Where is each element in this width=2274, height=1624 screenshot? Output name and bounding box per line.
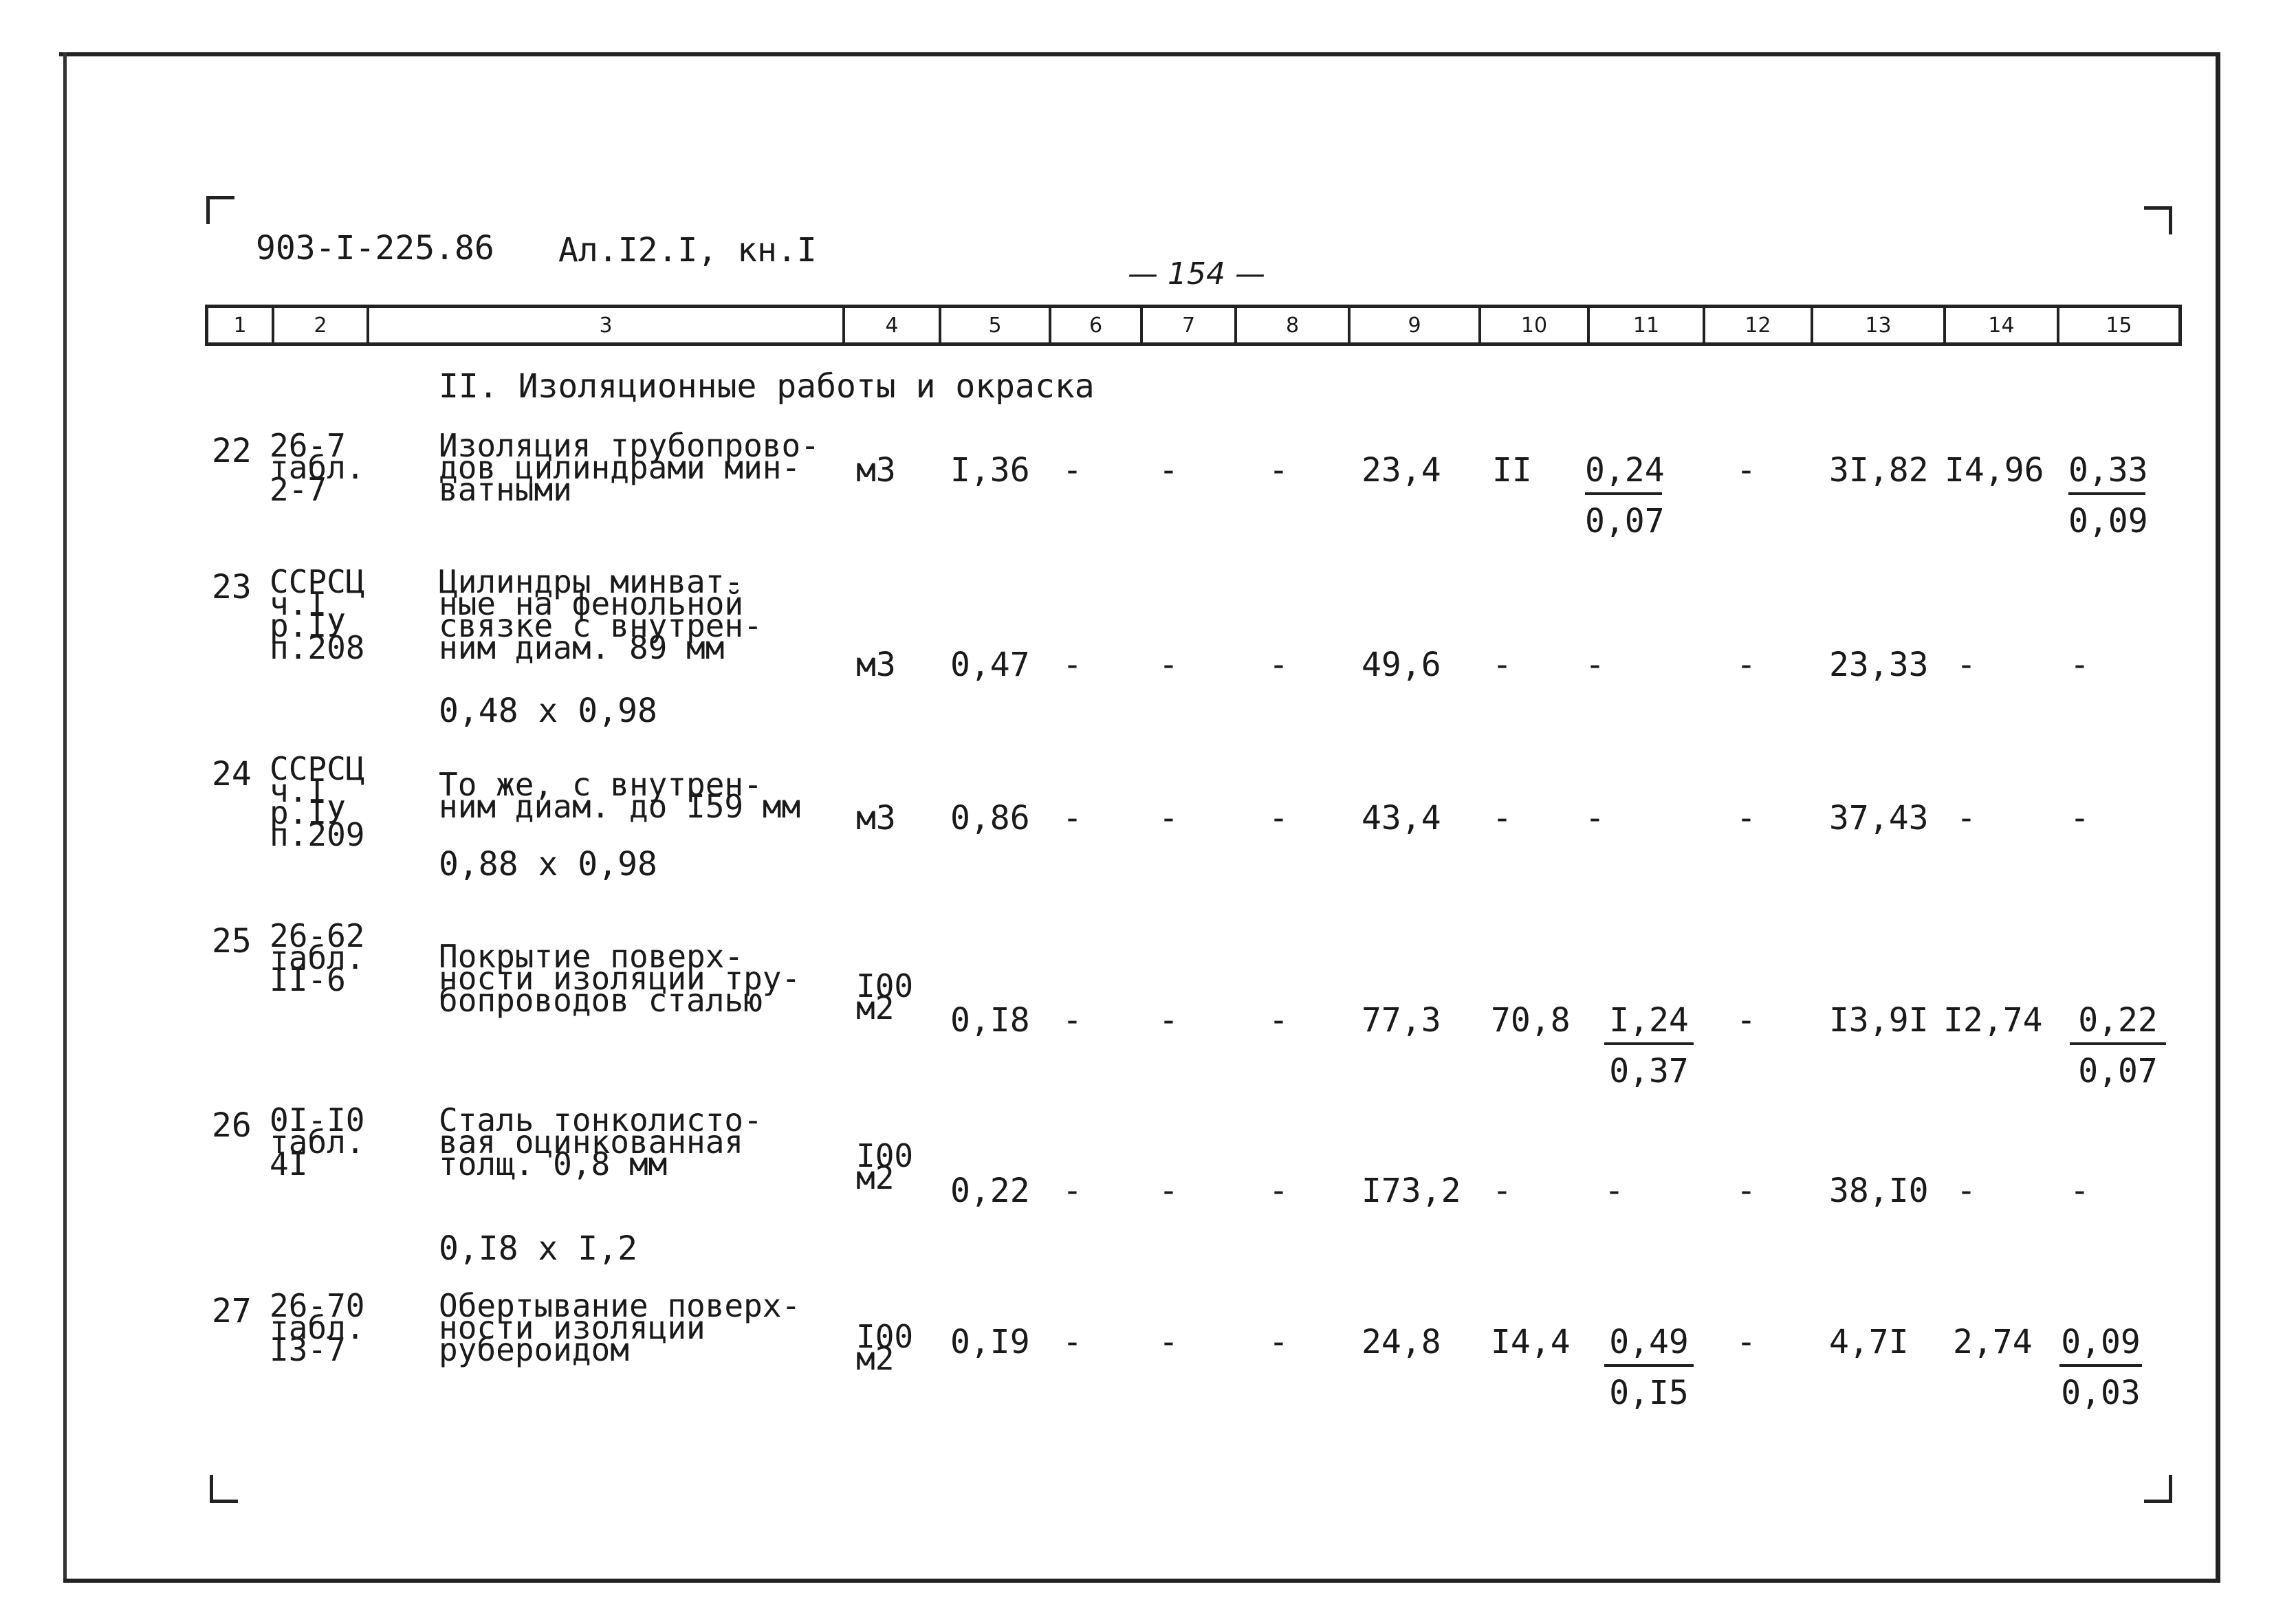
cell-c14: - [1956, 646, 1976, 684]
frame-border-bottom [63, 1579, 2220, 1583]
column-header: 15 [2057, 308, 2178, 342]
frame-border-top [59, 52, 2220, 56]
cell-c8: - [1269, 451, 1289, 490]
fraction-numerator: 0,24 [1585, 454, 1662, 495]
column-header: 5 [939, 308, 1049, 342]
cell-c13: 3I,82 [1829, 451, 1929, 490]
album-reference: Ал.I2.I, кн.I [558, 231, 817, 270]
cell-c11-fraction [1585, 451, 1665, 540]
column-header: 9 [1348, 308, 1478, 342]
norm-code: 26-7 табл. 2-7 [270, 427, 365, 508]
cell-c6: - [1062, 1172, 1082, 1210]
fraction-denominator: 0,I5 [1609, 1374, 1689, 1412]
cell-c6: - [1062, 1323, 1082, 1361]
cell-c10: - [1492, 646, 1512, 684]
cell-c8: - [1269, 646, 1289, 684]
column-header: 14 [1943, 308, 2057, 342]
fraction-numerator: 0,22 [2070, 1004, 2166, 1045]
cell-c15: - [2070, 1172, 2090, 1210]
row-number: 27 [212, 1292, 252, 1330]
fraction-numerator: 0,33 [2068, 454, 2145, 495]
cell-c10: 70,8 [1491, 1001, 1571, 1040]
column-header: 4 [842, 308, 939, 342]
fraction-denominator: 0,37 [1609, 1052, 1689, 1090]
column-header: 13 [1811, 308, 1943, 342]
document-code: 903-I-225.86 [256, 229, 494, 267]
column-header-row [205, 305, 2182, 346]
work-name: Цилиндры минват- ные на фенольной связке с внутрен- ним диам. 89 мм [439, 563, 763, 666]
cell-c7: - [1159, 1323, 1179, 1361]
cell-c5: 0,47 [950, 646, 1030, 684]
cell-c9: 49,6 [1362, 646, 1441, 684]
work-name: Покрытие поверх- ности изоляции тру- бопроводов сталью [439, 938, 801, 1019]
cell-c8: - [1269, 1001, 1289, 1040]
column-header: 1 [233, 313, 247, 338]
norm-code: 26-70 табл. I3-7 [270, 1287, 365, 1368]
cell-c8: - [1269, 1172, 1289, 1210]
cell-c14: I2,74 [1943, 1001, 2043, 1040]
frame-border-left [63, 52, 67, 1582]
cell-c11: - [1585, 646, 1605, 684]
row-number: 26 [212, 1106, 252, 1145]
cell-c14: 2,74 [1953, 1323, 2033, 1361]
cell-c5: 0,I8 [950, 1001, 1030, 1040]
cell-c10: - [1492, 799, 1512, 837]
cell-c15-fraction [2068, 451, 2148, 540]
row-number: 23 [212, 568, 252, 606]
cell-c10: I4,4 [1491, 1323, 1571, 1361]
cell-c15: - [2070, 799, 2090, 837]
cell-c9: 77,3 [1362, 1001, 1441, 1040]
cell-c11-fraction [1604, 1323, 1694, 1412]
work-name: Сталь тонколисто- вая оцинкованная толщ. 0,8 мм [439, 1101, 763, 1183]
cell-c6: - [1062, 1001, 1082, 1040]
cell-c13: 37,43 [1829, 799, 1929, 837]
unit: I00 м2 [856, 1137, 914, 1196]
unit: I00 м2 [856, 967, 914, 1027]
crop-mark-top-right [2144, 206, 2172, 234]
cell-c6: - [1062, 451, 1082, 490]
cell-c5: I,36 [950, 451, 1030, 490]
column-header: 8 [1234, 308, 1348, 342]
column-header: 12 [1703, 308, 1811, 342]
cell-c7: - [1159, 1172, 1179, 1210]
cell-c9: I73,2 [1362, 1172, 1461, 1210]
cell-c11-fraction [1604, 1001, 1694, 1090]
cell-c11: - [1585, 799, 1605, 837]
cell-c12: - [1736, 1172, 1756, 1210]
fraction-numerator: 0,49 [1604, 1326, 1694, 1367]
cell-c5: 0,86 [950, 799, 1030, 837]
cell-c13: 4,7I [1829, 1323, 1909, 1361]
column-header: 11 [1587, 308, 1703, 342]
cell-c9: 43,4 [1362, 799, 1441, 837]
cell-c9: 24,8 [1362, 1323, 1441, 1361]
frame-border-right [2216, 52, 2220, 1582]
work-name: Обертывание поверх- ности изоляции рубероидом [439, 1287, 801, 1368]
page-number: — 154 — [1128, 256, 1265, 292]
fraction-numerator: 0,09 [2059, 1326, 2142, 1367]
cell-c13: 38,I0 [1829, 1172, 1929, 1210]
row-number: 24 [212, 755, 252, 793]
cell-c12: - [1736, 451, 1756, 490]
cell-c7: - [1159, 451, 1179, 490]
cell-c14: - [1956, 799, 1976, 837]
cell-c15-fraction [2070, 1001, 2166, 1090]
column-header: 3 [367, 308, 842, 342]
work-name: То же, с внутрен- ним диам. до I59 мм [439, 766, 801, 825]
fraction-numerator: I,24 [1604, 1004, 1694, 1045]
cell-c7: - [1159, 799, 1179, 837]
cell-c14: I4,96 [1945, 451, 2044, 490]
norm-code: 26-62 табл. II-6 [270, 917, 365, 998]
cell-c5: 0,I9 [950, 1323, 1030, 1361]
cell-c5: 0,22 [950, 1172, 1030, 1210]
fraction-denominator: 0,07 [1585, 502, 1665, 540]
conversion-note: 0,88 х 0,98 [439, 845, 657, 884]
cell-c13: 23,33 [1829, 646, 1929, 684]
norm-code: ССРСЦ ч.I р.IУ п.209 [270, 750, 365, 853]
norm-code: ССРСЦ ч.I р.IУ п.208 [270, 563, 365, 666]
conversion-note: 0,48 х 0,98 [439, 692, 657, 730]
cell-c14: - [1956, 1172, 1976, 1210]
unit: м3 [856, 646, 896, 684]
section-title: II. Изоляционные работы и окраска [439, 367, 1095, 406]
cell-c7: - [1159, 646, 1179, 684]
norm-code: 0I-I0 табл. 4I [270, 1101, 365, 1183]
cell-c12: - [1736, 1323, 1756, 1361]
row-number: 25 [212, 922, 252, 961]
unit: I00 м2 [856, 1318, 914, 1377]
crop-mark-top-left [206, 196, 234, 224]
column-header: 2 [272, 308, 367, 342]
cell-c11: - [1604, 1172, 1624, 1210]
crop-mark-bottom-right [2144, 1475, 2172, 1503]
column-header: 7 [1140, 308, 1234, 342]
row-number: 22 [212, 432, 252, 470]
column-header: 6 [1049, 308, 1140, 342]
fraction-denominator: 0,03 [2061, 1374, 2141, 1412]
cell-c10: II [1492, 451, 1532, 490]
cell-c13: I3,9I [1829, 1001, 1929, 1040]
crop-mark-bottom-left [210, 1475, 238, 1503]
cell-c6: - [1062, 646, 1082, 684]
unit: м3 [856, 451, 896, 490]
work-name: Изоляция трубопрово- дов цилиндрами мин- ватными [439, 427, 820, 508]
cell-c15: - [2070, 646, 2090, 684]
cell-c15-fraction [2059, 1323, 2142, 1412]
fraction-denominator: 0,07 [2078, 1052, 2158, 1090]
fraction-denominator: 0,09 [2068, 502, 2148, 540]
cell-c9: 23,4 [1362, 451, 1441, 490]
cell-c12: - [1736, 799, 1756, 837]
cell-c8: - [1269, 1323, 1289, 1361]
cell-c10: - [1492, 1172, 1512, 1210]
column-header: 10 [1478, 308, 1587, 342]
cell-c6: - [1062, 799, 1082, 837]
cell-c12: - [1736, 1001, 1756, 1040]
cell-c8: - [1269, 799, 1289, 837]
unit: м3 [856, 799, 896, 837]
conversion-note: 0,I8 х I,2 [439, 1229, 637, 1268]
cell-c12: - [1736, 646, 1756, 684]
cell-c7: - [1159, 1001, 1179, 1040]
